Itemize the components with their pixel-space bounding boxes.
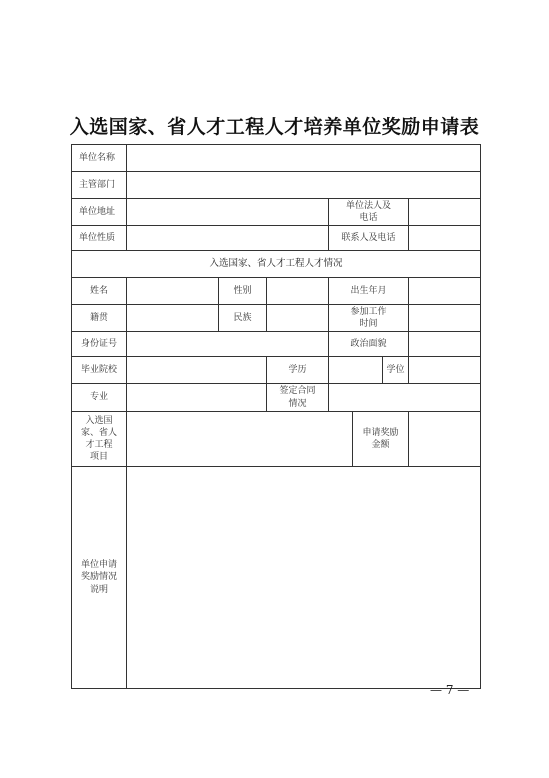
unit-name-label: 单位名称 <box>72 145 127 172</box>
amount-label-line1: 申请奖励 <box>362 427 399 438</box>
project-value[interactable] <box>127 412 353 467</box>
education-value[interactable] <box>329 357 383 384</box>
explanation-label-line2: 奖励情况 <box>80 572 117 583</box>
degree-value[interactable] <box>409 357 481 384</box>
ethnicity-label: 民族 <box>219 305 267 332</box>
page-number: — 7 — <box>430 683 470 697</box>
birth-label: 出生年月 <box>329 278 409 305</box>
id-number-label: 身份证号 <box>72 332 127 357</box>
explanation-value[interactable] <box>127 467 481 689</box>
ethnicity-value[interactable] <box>267 305 329 332</box>
contract-value[interactable] <box>329 384 481 412</box>
political-status-label: 政治面貌 <box>329 332 409 357</box>
explanation-label <box>72 467 127 689</box>
political-status-value[interactable] <box>409 332 481 357</box>
work-start-label-line2: 时间 <box>359 319 378 329</box>
supervising-dept-value[interactable] <box>127 172 481 199</box>
project-label <box>72 412 127 467</box>
birth-value[interactable] <box>409 278 481 305</box>
native-place-label: 籍贯 <box>72 305 127 332</box>
education-label: 学历 <box>267 357 329 384</box>
degree-label: 学位 <box>383 357 409 384</box>
major-value[interactable] <box>127 384 267 412</box>
contact-phone-label: 联系人及电话 <box>329 226 409 251</box>
unit-nature-value[interactable] <box>127 226 329 251</box>
contract-label-line2: 情况 <box>288 398 307 409</box>
name-label: 姓名 <box>72 278 127 305</box>
contract-label <box>267 384 329 412</box>
talent-section-title: 入选国家、省人才工程人才情况 <box>72 251 481 278</box>
work-start-value[interactable] <box>409 305 481 332</box>
amount-label <box>353 412 409 467</box>
legal-rep-phone-label-line2: 电话 <box>359 213 378 223</box>
gender-value[interactable] <box>267 278 329 305</box>
explanation-label-line3: 说明 <box>89 584 108 595</box>
project-label-line4: 项目 <box>89 452 108 463</box>
project-label-line3: 才工程 <box>85 440 113 450</box>
contact-phone-value[interactable] <box>409 226 481 251</box>
project-label-line2: 家、省人 <box>80 427 117 438</box>
legal-rep-phone-label-line1: 单位法人及 <box>345 200 391 211</box>
work-start-label-line1: 参加工作 <box>350 306 387 317</box>
graduate-school-value[interactable] <box>127 357 267 384</box>
supervising-dept-label: 主管部门 <box>72 172 127 199</box>
gender-label: 性别 <box>219 278 267 305</box>
unit-name-value[interactable] <box>127 145 481 172</box>
major-label: 专业 <box>72 384 127 412</box>
project-label-line1: 入选国 <box>85 415 113 426</box>
amount-label-line2: 金额 <box>371 440 390 450</box>
form-title: 入选国家、省人才工程人才培养单位奖励申请表 <box>69 116 480 138</box>
unit-address-value[interactable] <box>127 199 329 226</box>
work-start-label <box>329 305 409 332</box>
legal-rep-phone-label <box>329 199 409 226</box>
explanation-label-line1: 单位申请 <box>80 560 117 571</box>
name-value[interactable] <box>127 278 219 305</box>
contract-label-line1: 签定合同 <box>279 386 316 397</box>
unit-address-label: 单位地址 <box>72 199 127 226</box>
graduate-school-label: 毕业院校 <box>72 357 127 384</box>
legal-rep-phone-value[interactable] <box>409 199 481 226</box>
amount-value[interactable] <box>409 412 481 467</box>
native-place-value[interactable] <box>127 305 219 332</box>
id-number-value[interactable] <box>127 332 329 357</box>
application-form-table <box>71 144 481 689</box>
unit-nature-label: 单位性质 <box>72 226 127 251</box>
